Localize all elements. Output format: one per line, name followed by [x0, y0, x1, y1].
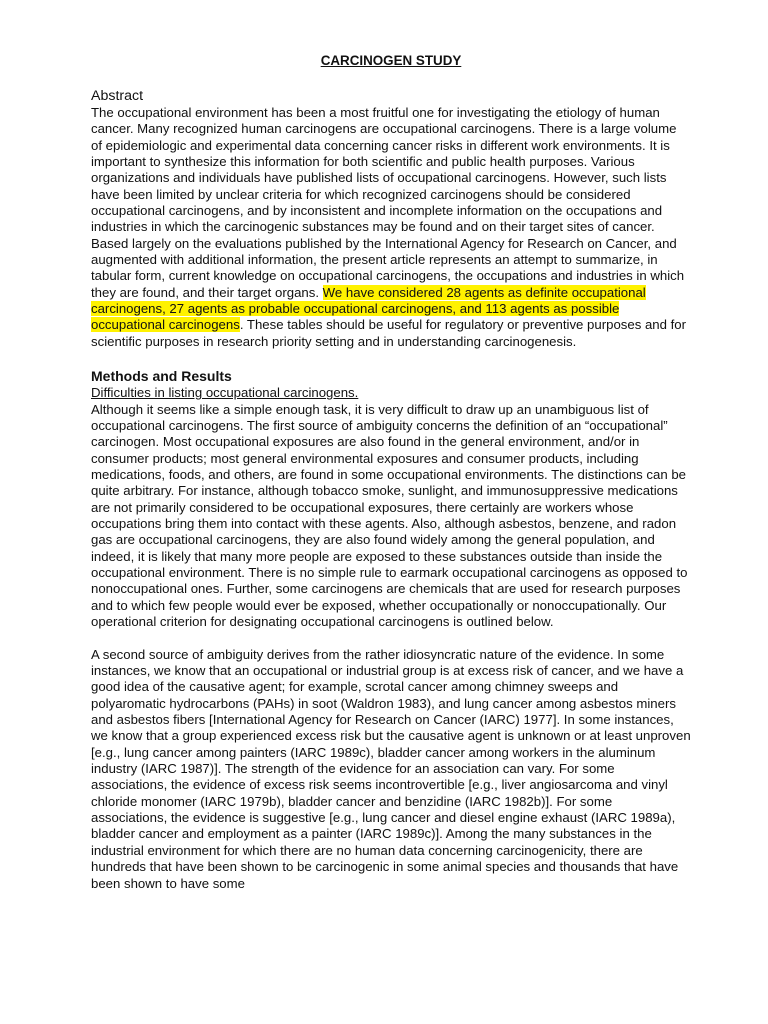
- methods-paragraph-2: A second source of ambiguity derives from the rather idiosyncratic nature of the evidence. In some instances, we know that an occupational or industrial group is at excess risk of cancer, and we have a good idea of the causative agent; for example, scrotal cancer among chimney sweeps and polyaromatic hydrocarbons (PAHs) in soot (Waldron 1983), and lung cancer among asbestos miners and asbestos fibers [International Agency for Research on Cancer (IARC) 1977]. In some instances, we know that a group experienced excess risk but the causative agent is unknown or at least unproven [e.g., lung cancer among painters (IARC 1989c), bladder cancer among workers in the aluminum industry (IARC 1987)]. The strength of the evidence for an association can vary. For some associations, the evidence of excess risk seems incontrovertible [e.g., liver angiosarcoma and vinyl chloride monomer (IARC 1979b), bladder cancer and benzidine (IARC 1982b)]. For some associations, the evidence is suggestive [e.g., lung cancer and diesel engine exhaust (IARC 1989a), bladder cancer and employment as a painter (IARC 1989c)]. Among the many substances in the industrial environment for which there are no human data concerning carcinogenicity, there are hundreds that have been shown to be carcinogenic in some animal species and thousands that have been shown to have some: [91, 646, 691, 891]
- methods-paragraph-1: Although it seems like a simple enough task, it is very difficult to draw up an unambiguous list of occupational carcinogens. The first source of ambiguity concerns the definition of an “occupational” carcinogen. Most occupational exposures are also found in the general environment, and/or in consumer products; most general environmental exposures and consumer products, including medications, foods, and others, are found in some occupational environments. The distinctions can be quite arbitrary. For instance, although tobacco smoke, sunlight, and immunosuppressive medications are not primarily considered to be occupational exposures, there certainly are workers whose occupations bring them into contact with these agents. Also, although asbestos, benzene, and radon gas are occupational carcinogens, they are also found widely among the general population, and indeed, it is likely that many more people are exposed to these substances outside than inside the occupational environment. There is no simple rule to earmark occupational carcinogens as opposed to nonoccupational ones. Further, some carcinogens are chemicals that are used for research purposes and to which few people would ever be exposed, whether occupationally or nonoccupationally. Our operational criterion for designating occupational carcinogens is outlined below.: [91, 401, 688, 629]
- abstract-text-after: . These tables should be useful for regulatory or preventive purposes and for scientific purposes in research priority setting and in understanding carcinogenesis.: [91, 317, 687, 349]
- paragraph-gap: [91, 630, 691, 646]
- document-page: [91, 52, 691, 892]
- abstract-paragraph: [91, 105, 691, 350]
- methods-heading: Methods and Results: [91, 368, 232, 385]
- methods-subheading: Difficulties in listing occupational carcinogens.: [91, 385, 359, 401]
- abstract-highlighted-text: We have considered 28 agents as definite occupational carcinogens, 27 agents as probable occupational carcinogens, and 113 agents as possible occupational carcinogens: [91, 284, 646, 333]
- abstract-heading: Abstract: [91, 88, 144, 104]
- abstract-text-before: The occupational environment has been a most fruitful one for investigating the etiology of human cancer. Many recognized human carcinogens are occupational carcinogens. There is a large volume of epidemiologic and experimental data concerning cancer risks in different work environments. It is important to synthesize this information for both scientific and public health purposes. Various organizations and individuals have published lists of occupational carcinogens. However, such lists have been limited by unclear criteria for which recognized carcinogens should be considered occupational carcinogens, and by inconsistent and incomplete information on the occupations and industries in which the carcinogenic substances may be found and on their target sites of cancer. Based largely on the evaluations published by the International Agency for Research on Cancer, and augmented with additional information, the present article represents an attempt to summarize, in tabular form, current knowledge on occupational carcinogens, the occupations and industries in which they are found, and their target organs.: [91, 105, 685, 300]
- document-title: CARCINOGEN STUDY: [320, 53, 462, 68]
